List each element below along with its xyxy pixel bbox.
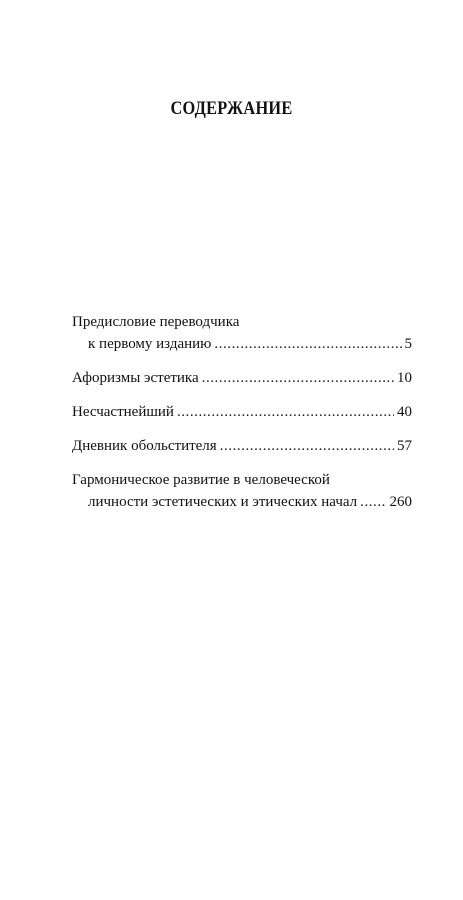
- contents-heading: СОДЕРЖАНИЕ: [170, 98, 293, 119]
- toc-entry-line: [72, 333, 412, 355]
- toc-page-number: 40: [397, 404, 412, 420]
- toc-entry-title: Дневник обольстителя: [72, 438, 217, 454]
- dot-leader: [214, 333, 401, 355]
- toc-page-number: 57: [397, 438, 412, 454]
- toc-entry-line: [72, 367, 412, 389]
- toc-entry-line: [72, 491, 412, 513]
- toc-entry-preface[interactable]: [72, 311, 412, 355]
- toc-entry-title: Гармоническое развитие в человеческой: [72, 472, 330, 488]
- toc-entry-aphorisms[interactable]: [72, 367, 412, 389]
- toc-entry-title-continued: личности эстетических и этических начал: [88, 494, 358, 510]
- toc-page-number: 5: [404, 336, 412, 352]
- toc-entry-title: Предисловие переводчика: [72, 314, 240, 330]
- toc-entry-title: Афоризмы эстетика: [72, 370, 199, 386]
- table-of-contents: [72, 311, 412, 513]
- toc-entry-line: [72, 435, 412, 457]
- toc-entry-title: Несчастнейший: [72, 404, 174, 420]
- toc-page-number: 260: [389, 494, 412, 510]
- toc-entry-line: [72, 469, 412, 491]
- toc-entry-line: [72, 401, 412, 423]
- dot-leader: [177, 401, 394, 423]
- toc-entry-seducer-diary[interactable]: [72, 435, 412, 457]
- toc-entry-unhappiest[interactable]: [72, 401, 412, 423]
- dot-leader: [220, 435, 394, 457]
- toc-page-number: 10: [397, 370, 412, 386]
- dot-leader: [360, 491, 386, 513]
- toc-entry-line: [72, 311, 412, 333]
- toc-entry-harmonious-development[interactable]: [72, 469, 412, 513]
- dot-leader: [202, 367, 394, 389]
- toc-entry-title-continued: к первому изданию: [88, 336, 212, 352]
